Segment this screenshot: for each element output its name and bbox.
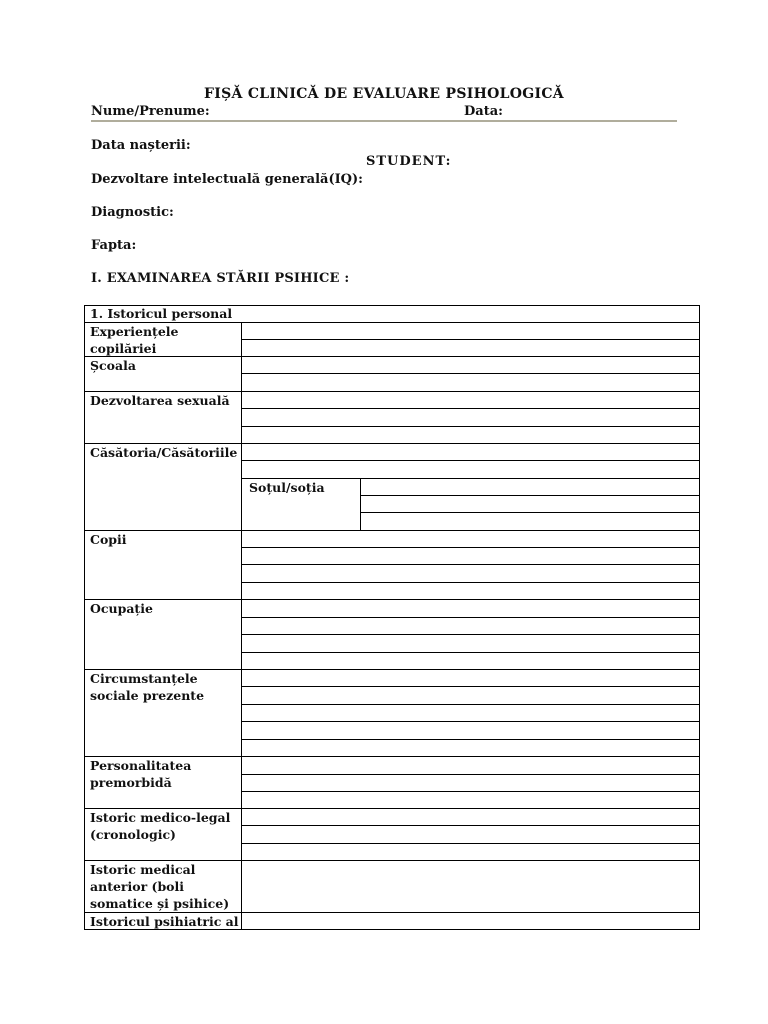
answer-line [241,843,700,844]
answer-line [241,652,700,653]
answer-line [360,512,700,513]
row-label-spouse: Soțul/soția [249,480,325,495]
answer-line [241,460,700,461]
answer-line [241,704,700,705]
answer-line [241,339,700,340]
answer-line [360,495,700,496]
row-label-children: Copii [90,532,127,547]
form-title: FIȘĂ CLINICĂ DE EVALUARE PSIHOLOGICĂ [204,86,564,102]
row-label-medico-legal: Istoric medico-legal (cronologic) [90,810,231,842]
answer-line [241,582,700,583]
deed-label: Fapta: [91,238,137,253]
column-divider [241,322,242,930]
spouse-divider [360,478,361,530]
birth-date-label: Data nașterii: [91,138,191,153]
iq-label: Dezvoltare intelectuală generală(IQ): [91,172,363,187]
answer-line [241,791,700,792]
row-label-school: Școala [90,358,136,373]
answer-line [241,617,700,618]
student-label: STUDENT: [366,154,452,169]
row-label-social-circumstances: Circumstanțele sociale prezente [90,671,205,703]
answer-line [241,426,700,427]
date-label: Data: [464,104,503,119]
answer-line [241,408,700,409]
row-label-psychiatric-history: Istoricul psihiatric al [90,914,239,929]
table-border [84,305,85,930]
answer-line [241,634,700,635]
table-head: 1. Istoricul personal [90,306,233,321]
personal-history-table [84,305,700,930]
answer-line [241,373,700,374]
section-title: I. EXAMINAREA STĂRII PSIHICE : [91,271,350,286]
row-label-occupation: Ocupație [90,601,153,616]
name-label: Nume/Prenume: [91,104,210,119]
answer-line [241,547,700,548]
answer-line [241,686,700,687]
answer-line [241,774,700,775]
answer-line [241,721,700,722]
row-label-childhood: Experiențele copilăriei [90,324,179,356]
answer-line [241,564,700,565]
answer-line [241,825,700,826]
row-label-marriage: Căsătoria/Căsătoriile [90,445,238,460]
header-rule [91,120,677,122]
row-label-sexual-development: Dezvoltarea sexuală [90,393,230,408]
row-label-premorbid-personality: Personalitatea premorbidă [90,758,192,790]
answer-line [241,739,700,740]
row-label-medical-history: Istoric medical anterior (boli somatice și psihice) [90,862,230,911]
diagnosis-label: Diagnostic: [91,205,174,220]
